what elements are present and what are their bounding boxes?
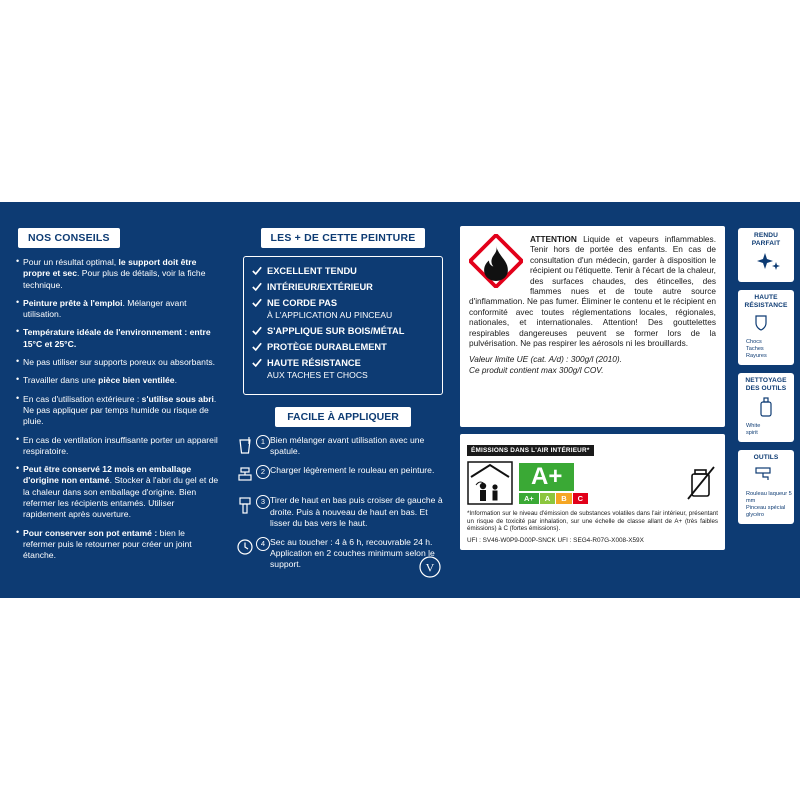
emission-scale <box>519 493 589 504</box>
chip-line: spirit <box>746 429 758 436</box>
step-number: 2 <box>256 465 270 479</box>
flammable-ghs-icon <box>469 234 523 288</box>
benefit-item: PROTÈGE DURABLEMENT <box>252 341 434 353</box>
advice-column <box>14 202 219 569</box>
feature-chip <box>738 290 794 365</box>
step-item <box>243 537 443 571</box>
chip-title: HAUTE RÉSISTANCE <box>744 294 788 309</box>
safety-card <box>460 226 725 427</box>
check-icon <box>252 326 262 336</box>
attention-label: ATTENTION <box>530 234 577 244</box>
step-number: 1 <box>256 435 270 449</box>
feature-chip <box>738 373 794 441</box>
benefits-list <box>252 265 434 381</box>
shield-icon <box>749 312 783 334</box>
step-text: Sec au toucher : 4 à 6 h, recouvrable 24 h. Application en 2 couches minimum selon le support. <box>270 537 435 570</box>
check-icon <box>252 282 262 292</box>
chip-body <box>738 491 794 519</box>
chip-body <box>738 339 794 360</box>
chip-line: Chocs <box>746 339 762 346</box>
roller-icon <box>749 464 783 486</box>
benefit-item: INTÉRIEUR/EXTÉRIEUR <box>252 281 434 293</box>
chip-line: Pinceau spécial glycéro <box>746 505 786 519</box>
chip-line: Rouleau laqueur 5 mm <box>746 491 792 505</box>
emission-note: *Information sur le niveau d'émission de substances volatiles dans l'air intérieur, présentant un risque de toxicité par inhalation, sur une échelle de classe allant de A+ (très faibles émissions) à C (fortes émissions). <box>467 510 718 533</box>
advice-item: • Température idéale de l'environnement : entre 15°C et 25°C. <box>16 327 219 350</box>
safety-body: Liquide et vapeurs inflammables. Tenir hors de portée des enfants. En cas de consultation d'un médecin, garder à disposition le récipient ou l'étiquette. Tenir à l'écart de la chaleur, des surfaces chaudes, des étincelles, des flammes nues et de toute autre source d'inflammation. Ne pas fumer. Éliminer le contenu et le récipient en conformité avec toutes réglementations locales, régionales, nationales, et internationales. Attention! Des gouttelettes respirables dangereuses peuvent se former lors de la pulvérisation. Ne pas respirer les aérosols ni les brouillards. <box>469 234 717 349</box>
emission-grade: A+ <box>519 463 574 491</box>
emission-scale-item: C <box>573 493 588 504</box>
chip-title: NETTOYAGE DES OUTILS <box>745 377 787 392</box>
crossed-out-bin-icon <box>684 463 718 503</box>
indoor-emission-icon <box>467 461 513 505</box>
svg-text:V: V <box>425 560 435 575</box>
benefit-item: NE CORDE PAS À L'APPLICATION AU PINCEAU <box>252 297 434 321</box>
advice-item: • Pour un résultat optimal, le support doit être propre et sec. Pour plus de détails, voir la fiche technique. <box>16 257 219 291</box>
check-icon <box>252 342 262 352</box>
check-icon <box>252 358 262 368</box>
advice-item: • En cas de ventilation insuffisante porter un appareil respiratoire. <box>16 435 219 458</box>
features-column <box>738 228 794 532</box>
roller-tray-icon <box>237 465 253 485</box>
emission-scale-item: A <box>540 493 555 504</box>
chip-line: White <box>746 422 761 429</box>
step-item <box>243 435 443 457</box>
chip-body <box>738 423 794 437</box>
chip-line: Taches <box>746 346 764 353</box>
product-label <box>0 202 800 598</box>
feature-chips <box>738 228 794 524</box>
step-text: Charger légèrement le rouleau en peinture. <box>270 465 435 476</box>
check-icon <box>252 266 262 276</box>
benefits-column <box>243 202 443 579</box>
clock-icon <box>237 537 253 557</box>
step-item <box>243 465 443 487</box>
safety-column <box>460 202 725 550</box>
emission-header: ÉMISSIONS DANS L'AIR INTÉRIEUR* <box>467 445 594 456</box>
easy-title: FACILE À APPLIQUER <box>275 407 411 427</box>
bucket-spatula-icon <box>237 435 253 455</box>
benefit-item: HAUTE RÉSISTANCE AUX TACHES ET CHOCS <box>252 357 434 381</box>
chip-title: RENDU PARFAIT <box>751 232 781 247</box>
advice-item: • En cas d'utilisation extérieure : s'utilise sous abri. Ne pas appliquer par temps humide ou risque de pluie. <box>16 394 219 428</box>
chip-title: OUTILS <box>753 453 779 461</box>
step-text: Tirer de haut en bas puis croiser de gauche à droite. Puis à nouveau de haut en bas. Et lisser du bas vers le haut. <box>270 495 443 528</box>
feature-chip <box>738 228 794 282</box>
advice-item: • Peinture prête à l'emploi. Mélanger avant utilisation. <box>16 298 219 321</box>
sparkle-icon <box>749 250 783 272</box>
advice-list <box>16 257 219 562</box>
steps-list <box>243 435 443 571</box>
emission-scale-item: B <box>556 493 571 504</box>
benefit-item: S'APPLIQUE SUR BOIS/MÉTAL <box>252 325 434 337</box>
advice-item: • Peut être conservé 12 mois en emballage d'origine non entamé. Stocker à l'abri du gel et de la chaleur dans son emballage d'origine. Bien refermer les récipients entamés. Utiliser rapidement après ouverture. <box>16 464 219 520</box>
step-number: 3 <box>256 495 270 509</box>
benefits-box <box>243 256 443 395</box>
advice-item: • Ne pas utiliser sur supports poreux ou absorbants. <box>16 357 219 368</box>
step-text: Bien mélanger avant utilisation avec une spatule. <box>270 435 425 457</box>
emission-card <box>460 434 725 550</box>
benefit-item: EXCELLENT TENDU <box>252 265 434 277</box>
step-number: 4 <box>256 537 270 551</box>
v-logo-icon <box>419 556 441 578</box>
bottle-icon <box>749 396 783 418</box>
step-item <box>243 495 443 529</box>
advice-item: • Travailler dans une pièce bien ventilée. <box>16 375 219 386</box>
check-icon <box>252 298 262 308</box>
feature-chip <box>738 450 794 525</box>
emission-scale-item: A+ <box>519 493 539 504</box>
ufi-codes: UFI : SV46-W0P9-D00P-SNCK UFI : SEG4-R07G-X008-X59X <box>467 536 644 544</box>
voc-line-1: Valeur limite UE (cat. A/d) : 300g/l (2010). <box>469 354 622 365</box>
brush-icon <box>237 495 253 515</box>
voc-line-2: Ce produit contient max 300g/l COV. <box>469 365 604 376</box>
chip-line: Rayures <box>746 353 767 360</box>
advice-title: NOS CONSEILS <box>18 228 120 248</box>
benefits-title: LES + DE CETTE PEINTURE <box>261 228 426 248</box>
advice-item: • Pour conserver son pot entamé : bien le refermer puis le retourner pour créer un joint étanche. <box>16 528 219 562</box>
